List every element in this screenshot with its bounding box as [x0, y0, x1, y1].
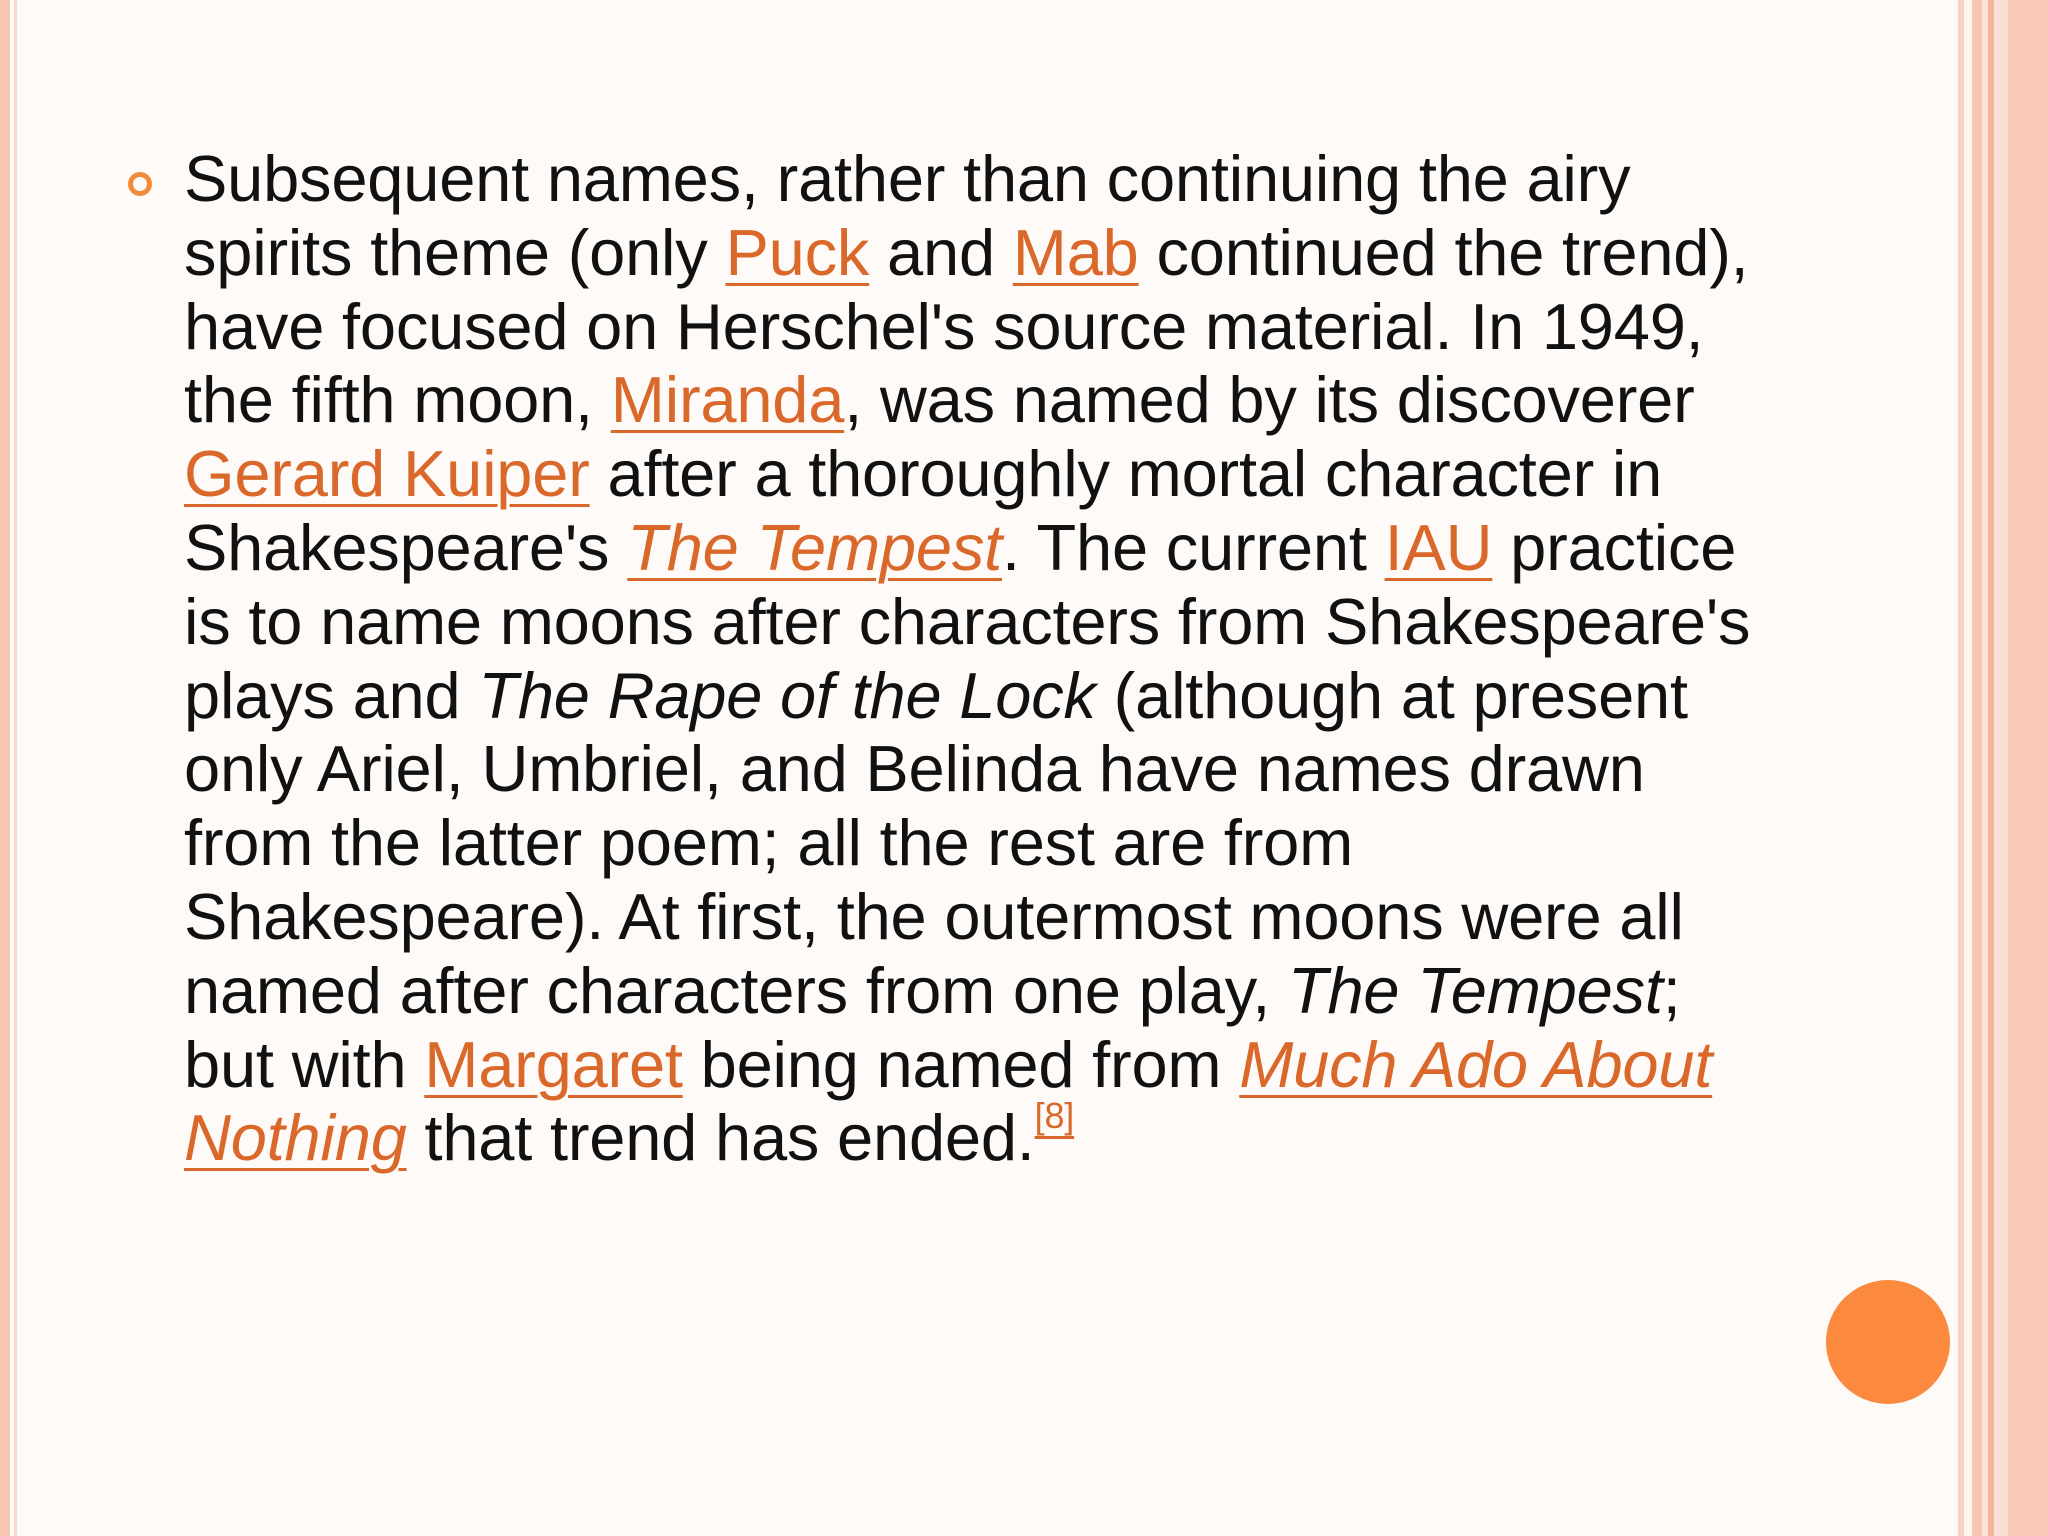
right-band-7: [2008, 0, 2048, 1536]
text-segment: after a thoroughly mortal character in Shakespeare's: [184, 437, 1663, 584]
link-puck[interactable]: Puck: [725, 215, 870, 289]
link-iau[interactable]: IAU: [1384, 510, 1493, 584]
text-segment: being named from: [682, 1027, 1240, 1101]
link-margaret[interactable]: Margaret: [424, 1027, 683, 1101]
link-the-tempest-text: The Tempest: [627, 510, 1002, 584]
right-band-3: [1972, 0, 1982, 1536]
left-border-stripe: [0, 0, 10, 1536]
text-segment: , was named by its discoverer: [844, 363, 1695, 437]
link-the-tempest[interactable]: [627, 511, 1002, 584]
text-segment: practice is to name moons after characters from Shakespeare's plays and: [184, 510, 1751, 732]
hollow-circle-bullet-icon: [128, 172, 152, 196]
link-miranda[interactable]: Miranda: [610, 363, 845, 437]
link-mab[interactable]: Mab: [1012, 215, 1139, 289]
right-decorative-bands: [1958, 0, 2048, 1536]
bullet-paragraph: [184, 142, 1768, 1175]
left-border-line: [14, 0, 17, 1536]
text-segment: Subsequent names, rather than continuing the airy spirits theme (only: [184, 142, 1631, 289]
text-segment: ; but with: [184, 953, 1681, 1101]
link-gerard-kuiper[interactable]: Gerard Kuiper: [184, 437, 590, 511]
right-band-6: [1994, 0, 2008, 1536]
text-segment: . The current: [1001, 510, 1385, 584]
italic-rape-of-the-lock: The Rape of the Lock: [478, 658, 1096, 732]
orange-circle-decoration: [1826, 1280, 1950, 1404]
link-much-ado-text: Much Ado About Nothing: [184, 1027, 1713, 1175]
slide-content: [128, 142, 1768, 1175]
text-segment: that trend has ended.: [406, 1101, 1035, 1175]
text-segment: continued the trend), have focused on Herschel's source material. In 1949, the fifth moon,: [184, 215, 1749, 437]
right-band-2: [1964, 0, 1972, 1536]
citation-link-8[interactable]: [8]: [1034, 1095, 1075, 1137]
text-segment: (although at present only Ariel, Umbriel, and Belinda have names drawn from the latter poem; all the rest are from Shakespeare). At first, the outermost moons were all named after characters from one play,: [184, 658, 1688, 1027]
italic-the-tempest: The Tempest: [1287, 953, 1663, 1027]
text-segment: and: [869, 215, 1013, 289]
